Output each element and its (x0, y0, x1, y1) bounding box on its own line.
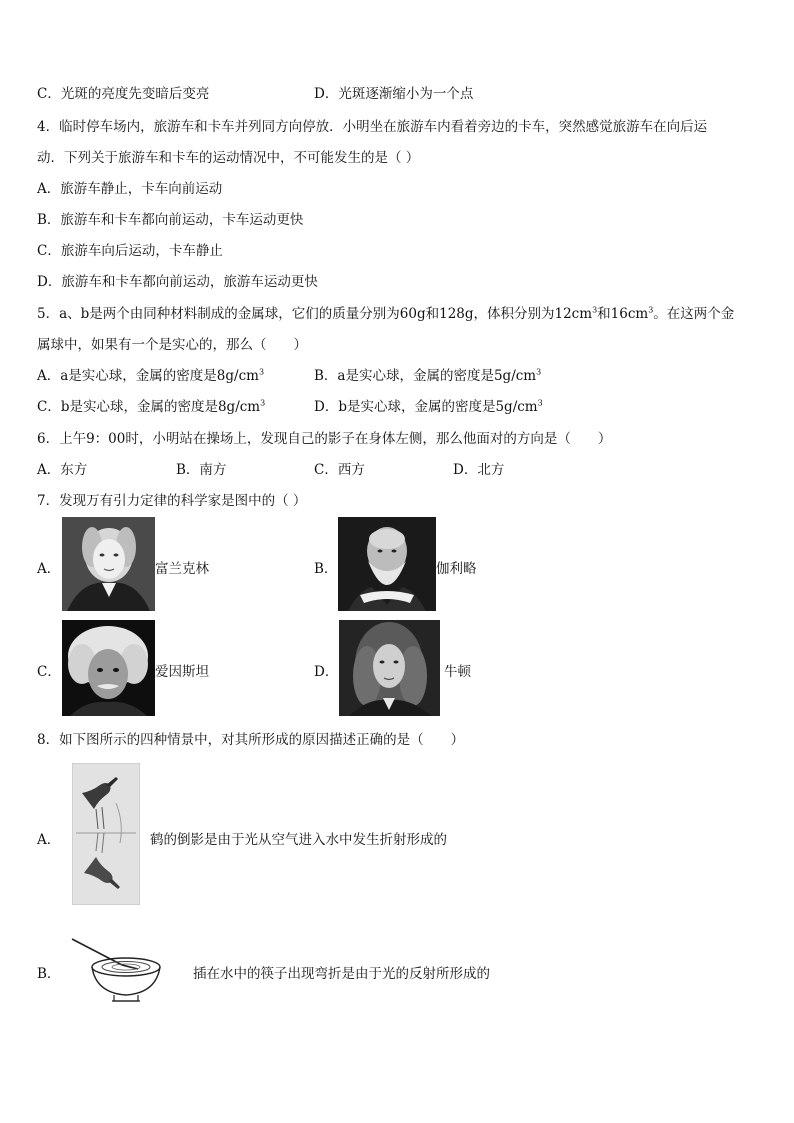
q5-option-d: D．b是实心球，金属的密度是$5g/cm^3$ (314, 398, 543, 415)
q5-stem-line1: 5．a、b是两个由同种材料制成的金属球，它们的质量分别为60g和128g，体积分别为$12cm^3$和$16cm^3$。在这两个金 (37, 305, 735, 322)
q6-stem: 6．上午9：00时，小明站在操场上，发现自己的影子在身体左侧，那么他面对的方向是（ ） (37, 431, 612, 447)
q5-option-a: A．a是实心球，金属的密度是$8g/cm^3$ (37, 367, 265, 384)
q7-option-b-label: B． (314, 561, 338, 577)
q4-option-c: C．旅游车向后运动，卡车静止 (37, 243, 223, 259)
crane-reflection-image (72, 763, 140, 905)
q5-option-b: B．a是实心球，金属的密度是$5g/cm^3$ (314, 367, 542, 384)
q3-option-c: C．光斑的亮度先变暗后变亮 (37, 86, 210, 102)
portrait-newton-image (339, 620, 440, 716)
q5-stem-line2: 属球中，如果有一个是实心的，那么（ ） (37, 337, 307, 353)
q5-option-c: C．b是实心球，金属的密度是$8g/cm^3$ (37, 398, 266, 415)
q7-stem: 7．发现万有引力定律的科学家是图中的（ ） (37, 493, 307, 509)
q4-stem-line1: 4．临时停车场内，旅游车和卡车并列同方向停放．小明坐在旅游车内看着旁边的卡车，突然感觉旅游车在向后运 (37, 119, 708, 135)
q8-text-a: 鹤的倒影是由于光从空气进入水中发生折射形成的 (150, 832, 447, 848)
q7-name-c: 爱因斯坦 (155, 664, 209, 680)
portrait-galileo-image (338, 517, 436, 611)
q6-option-c: C．西方 (314, 462, 365, 478)
q7-option-a-label: A． (37, 561, 61, 577)
q8-option-a-label: A． (37, 832, 61, 848)
q6-option-d: D．北方 (453, 462, 505, 478)
q8-stem: 8．如下图所示的四种情景中，对其所形成的原因描述正确的是（ ） (37, 732, 465, 748)
q8-option-b-label: B． (37, 966, 61, 982)
q6-option-b: B．南方 (176, 462, 227, 478)
q4-option-b: B．旅游车和卡车都向前运动，卡车运动更快 (37, 212, 304, 228)
chopsticks-bowl-image (68, 935, 168, 1007)
q3-option-d: D．光斑逐渐缩小为一个点 (314, 86, 474, 102)
portrait-franklin-image (62, 517, 155, 611)
q7-name-a: 富兰克林 (155, 561, 209, 577)
q4-option-a: A．旅游车静止，卡车向前运动 (37, 181, 223, 197)
q7-option-d-label: D． (314, 664, 339, 680)
q7-option-c-label: C． (37, 664, 61, 680)
q6-option-a: A．东方 (37, 462, 88, 478)
q4-stem-line2: 动．下列关于旅游车和卡车的运动情况中，不可能发生的是（ ） (37, 150, 420, 166)
q7-name-b: 伽利略 (436, 561, 477, 577)
q4-option-d: D．旅游车和卡车都向前运动，旅游车运动更快 (37, 274, 318, 290)
q7-name-d: 牛顿 (444, 664, 471, 680)
portrait-einstein-image (62, 620, 155, 716)
q8-text-b: 插在水中的筷子出现弯折是由于光的反射所形成的 (193, 966, 490, 982)
